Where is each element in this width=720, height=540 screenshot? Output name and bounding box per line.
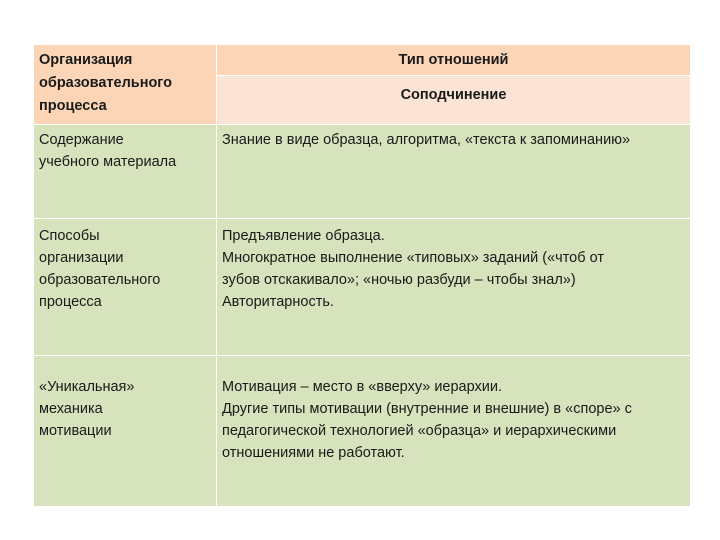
row-label-line: учебного материала	[39, 154, 177, 170]
row-content-line: Авторитарность.	[222, 294, 334, 310]
header-subordination-cell: Соподчинение	[217, 76, 691, 125]
row-content-line: Многократное выполнение «типовых» заданий («чтоб от	[222, 250, 604, 266]
row-content-line: зубов отскакивало»; «ночью разбуди – чтобы знал»)	[222, 272, 576, 288]
row-label-line: процесса	[39, 294, 102, 310]
row-content-line: педагогической технологией «образца» и иерархическими	[222, 423, 617, 439]
row-content-cell	[217, 125, 691, 219]
row-content-line: отношениями не работают.	[222, 445, 405, 461]
header-row	[34, 45, 691, 76]
row-content-cell	[217, 219, 691, 356]
row-label-line: «Уникальная»	[39, 379, 135, 395]
header-col1-line: процесса	[39, 98, 107, 114]
row-label-line: Способы	[39, 228, 100, 244]
row-content-line: Знание в виде образца, алгоритма, «текста к запоминанию»	[222, 132, 631, 148]
header-col1-line: Организация	[39, 52, 133, 68]
table-row	[34, 219, 691, 356]
row-content-line: Мотивация – место в «вверху» иерархии.	[222, 379, 502, 395]
row-label-cell	[34, 356, 217, 507]
row-content-cell	[217, 356, 691, 507]
row-content-line: Другие типы мотивации (внутренние и внешние) в «споре» с	[222, 401, 632, 417]
row-label-cell	[34, 125, 217, 219]
row-label-line: организации	[39, 250, 124, 266]
row-label-line: Содержание	[39, 132, 124, 148]
header-col1-line: образовательного	[39, 75, 173, 91]
row-label-line: механика	[39, 401, 103, 417]
header-relation-type-cell: Тип отношений	[217, 45, 691, 76]
row-content-line: Предъявление образца.	[222, 228, 385, 244]
row-label-line: мотивации	[39, 423, 112, 439]
comparison-table	[33, 44, 691, 507]
row-label-cell	[34, 219, 217, 356]
table-row	[34, 125, 691, 219]
table-row	[34, 356, 691, 507]
row-label-line: образовательного	[39, 272, 161, 288]
header-organization-cell	[34, 45, 217, 125]
